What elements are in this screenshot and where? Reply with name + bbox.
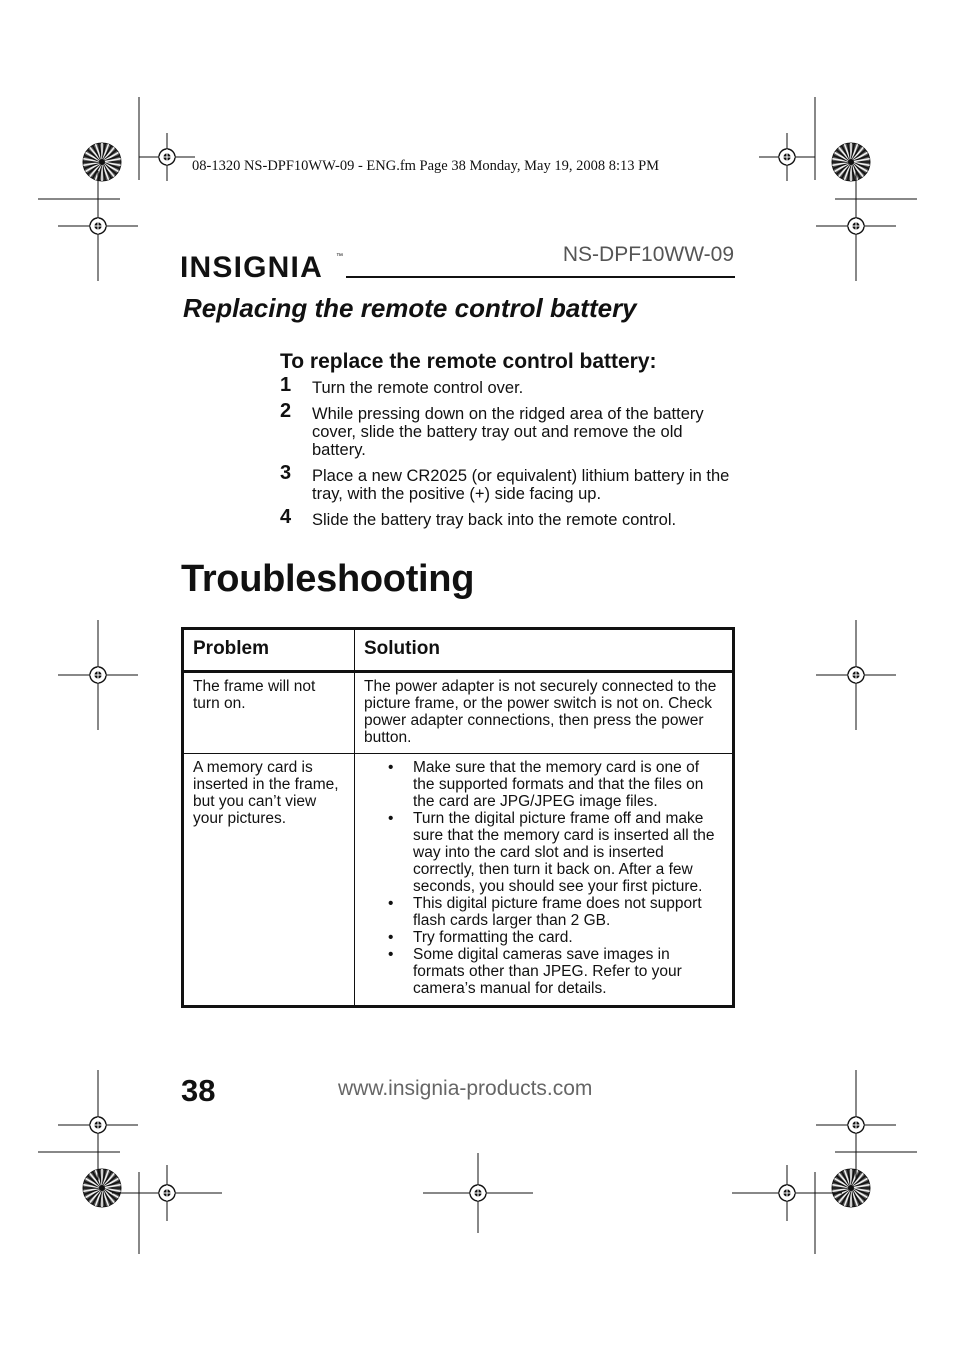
step-text: Slide the battery tray back into the remote control. xyxy=(312,511,677,529)
bullet-icon: • xyxy=(388,929,394,946)
model-number: NS-DPF10WW-09 xyxy=(562,243,734,266)
list-item: • Turn the digital picture frame off and make sure that the memory card is inserted all the way into the card slot and is inserted correctly, then turn it back on. After a few seconds, you should see your first picture. xyxy=(388,810,715,895)
problem-cell: The frame will not turn on. xyxy=(183,672,355,754)
step-text: Turn the remote control over. xyxy=(312,379,524,397)
bullet-icon: • xyxy=(388,895,394,912)
insignia-logo xyxy=(180,246,344,282)
table-header-row xyxy=(183,629,734,672)
table-row xyxy=(183,754,734,1007)
step-number: 4 xyxy=(280,506,292,528)
troubleshooting-table xyxy=(181,627,735,1008)
list-item: • This digital picture frame does not support flash cards larger than 2 GB. xyxy=(388,895,702,929)
section-heading: Replacing the remote control battery xyxy=(183,293,637,323)
step-item xyxy=(280,400,740,459)
list-item: • Try formatting the card. xyxy=(388,929,573,946)
footer-url: www.insignia-products.com xyxy=(338,1077,593,1100)
problem-cell: A memory card is inserted in the frame, but you can’t view your pictures. xyxy=(183,754,355,1007)
print-slug-header: 08-1320 NS-DPF10WW-09 - ENG.fm Page 38 Monday, May 19, 2008 8:13 PM xyxy=(192,158,660,174)
step-number: 1 xyxy=(280,374,292,396)
step-item xyxy=(280,462,740,503)
column-header-problem: Problem xyxy=(183,629,355,672)
solution-cell: The power adapter is not securely connected to the picture frame, or the power switch is not on. Check power adapter connections, then press the power button. xyxy=(355,672,734,754)
bullet-icon: • xyxy=(388,946,394,963)
svg-text:™: ™ xyxy=(336,253,343,260)
step-number: 2 xyxy=(280,400,292,422)
bullet-icon: • xyxy=(388,759,394,776)
procedure-heading: To replace the remote control battery: xyxy=(280,350,657,373)
bullet-icon: • xyxy=(388,810,394,827)
step-item xyxy=(280,374,740,397)
step-number: 3 xyxy=(280,462,292,484)
step-text: Place a new CR2025 (or equivalent) lithium battery in the tray, with the positive (+) side facing up. xyxy=(312,467,730,503)
page-number: 38 xyxy=(181,1073,216,1108)
solution-cell xyxy=(355,754,734,1007)
list-item: • Make sure that the memory card is one of the supported formats and that the files on the card are JPG/JPEG image files. xyxy=(388,759,704,810)
step-item xyxy=(280,506,740,529)
step-text: While pressing down on the ridged area of the battery cover, slide the battery tray out and remove the old battery. xyxy=(312,405,704,459)
table-row xyxy=(183,672,734,754)
column-header-solution: Solution xyxy=(355,629,734,672)
solution-bullet-list xyxy=(364,759,723,997)
troubleshooting-title: Troubleshooting xyxy=(181,558,475,600)
header-rule xyxy=(346,276,735,278)
svg-text:INSIGNIA: INSIGNIA xyxy=(180,251,323,282)
steps-list xyxy=(280,374,740,537)
list-item: • Some digital cameras save images in formats other than JPEG. Refer to your camera’s manual for details. xyxy=(388,946,682,997)
